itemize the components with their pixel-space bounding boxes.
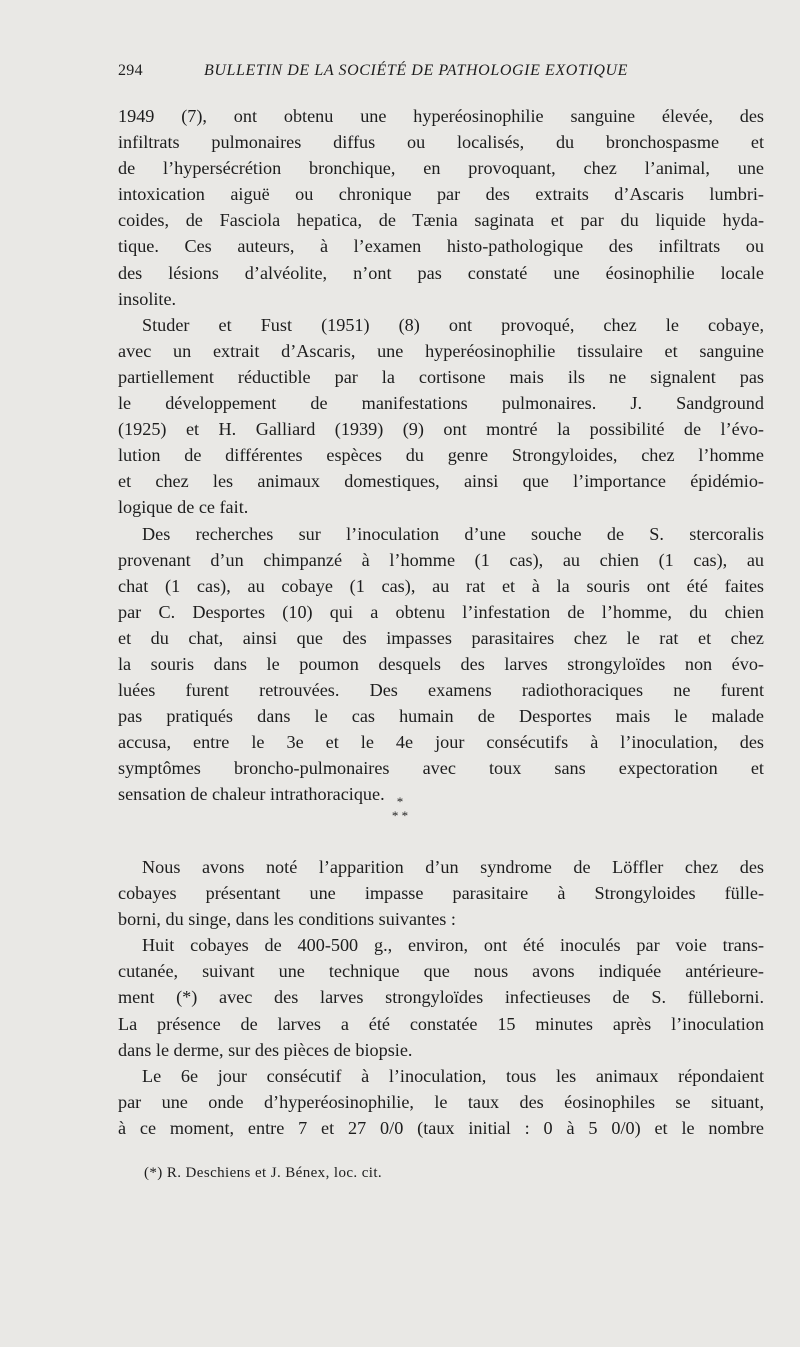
separator-star-top: * bbox=[396, 794, 404, 809]
text-line: Studer et Fust (1951) (8) ont provoqué, chez le cobaye, bbox=[142, 314, 764, 335]
paragraph-3 bbox=[118, 521, 764, 808]
text-line: borni, du singe, dans les conditions suivantes : bbox=[118, 909, 456, 930]
text-line: symptômes broncho-pulmonaires avec toux sans expectoration et bbox=[118, 758, 764, 779]
text-line: provenant d’un chimpanzé à l’homme (1 cas), au chien (1 cas), au bbox=[118, 549, 764, 570]
text-line: coides, de Fasciola hepatica, de Tænia saginata et par du liquide hyda- bbox=[118, 210, 764, 231]
text-line: sensation de chaleur intrathoracique. bbox=[118, 784, 385, 805]
text-line: Des recherches sur l’inoculation d’une souche de S. stercoralis bbox=[142, 523, 764, 544]
paragraph-4 bbox=[118, 854, 764, 932]
text-line: intoxication aiguë ou chronique par des extraits d’Ascaris lumbri- bbox=[118, 184, 764, 205]
text-line: lution de différentes espèces du genre Strongyloides, chez l’homme bbox=[118, 445, 764, 466]
paragraph-5 bbox=[118, 932, 764, 1062]
footnote: (*) R. Deschiens et J. Bénex, loc. cit. bbox=[144, 1165, 383, 1181]
text-line: à ce moment, entre 7 et 27 0/0 (taux initial : 0 à 5 0/0) et le nombre bbox=[118, 1117, 764, 1138]
text-line: infiltrats pulmonaires diffus ou localisés, du bronchospasme et bbox=[118, 132, 764, 153]
text-line: Huit cobayes de 400-500 g., environ, ont été inoculés par voie trans- bbox=[142, 935, 764, 956]
text-line: des lésions d’alvéolite, n’ont pas constaté une éosinophilie locale bbox=[118, 262, 764, 283]
text-line: pas pratiqués dans le cas humain de Desportes mais le malade bbox=[118, 706, 764, 727]
text-line: 1949 (7), ont obtenu une hyperéosinophilie sanguine élevée, des bbox=[118, 106, 764, 126]
text-line: de l’hypersécrétion bronchique, en provoquant, chez l’animal, une bbox=[118, 158, 764, 179]
paragraph-1 bbox=[118, 103, 764, 312]
paragraph-6 bbox=[118, 1063, 764, 1141]
text-line: tique. Ces auteurs, à l’examen histo-pathologique des infiltrats ou bbox=[118, 236, 764, 257]
text-line: cobayes présentant une impasse parasitaire à Strongyloides fülle- bbox=[118, 883, 764, 904]
paragraph-2 bbox=[118, 312, 764, 521]
text-line: et du chat, ainsi que des impasses parasitaires chez le rat et chez bbox=[118, 627, 764, 648]
text-line: dans le derme, sur des pièces de biopsie. bbox=[118, 1039, 413, 1060]
article-body-2 bbox=[118, 854, 764, 1141]
text-line: la souris dans le poumon desquels des larves strongyloïdes non évo- bbox=[118, 653, 764, 674]
text-line: (1925) et H. Galliard (1939) (9) ont montré la possibilité de l’évo- bbox=[118, 419, 764, 440]
text-line: Le 6e jour consécutif à l’inoculation, tous les animaux répondaient bbox=[142, 1065, 764, 1086]
text-line: le développement de manifestations pulmonaires. J. Sandground bbox=[118, 393, 764, 414]
text-line: insolite. bbox=[118, 288, 177, 309]
text-line: cutanée, suivant une technique que nous avons indiquée antérieure- bbox=[118, 961, 764, 982]
text-line: par une onde d’hyperéosinophilie, le taux des éosinophiles se situant, bbox=[118, 1091, 764, 1112]
text-line: accusa, entre le 3e et le 4e jour consécutifs à l’inoculation, des bbox=[118, 732, 764, 753]
text-line: La présence de larves a été constatée 15 minutes après l’inoculation bbox=[118, 1013, 764, 1034]
text-line: partiellement réductible par la cortisone mais ils ne signalent pas bbox=[118, 366, 764, 387]
text-line: ment (*) avec des larves strongyloïdes infectieuses de S. fülleborni. bbox=[118, 987, 764, 1008]
separator-stars-bottom: * * bbox=[391, 808, 409, 823]
text-line: chat (1 cas), au cobaye (1 cas), au rat et à la souris ont été faites bbox=[118, 575, 764, 596]
article-body bbox=[118, 103, 764, 808]
page-number: 294 bbox=[118, 62, 143, 79]
text-line: et chez les animaux domestiques, ainsi que l’importance épidémio- bbox=[118, 471, 764, 492]
text-line: Nous avons noté l’apparition d’un syndrome de Löffler chez des bbox=[142, 857, 764, 877]
text-line: luées furent retrouvées. Des examens radiothoraciques ne furent bbox=[118, 680, 764, 701]
text-line: par C. Desportes (10) qui a obtenu l’infestation de l’homme, du chien bbox=[118, 601, 764, 622]
section-separator bbox=[0, 795, 800, 823]
journal-title: BULLETIN DE LA SOCIÉTÉ DE PATHOLOGIE EXOTIQUE bbox=[204, 62, 629, 79]
text-line: logique de ce fait. bbox=[118, 497, 249, 518]
text-line: avec un extrait d’Ascaris, une hyperéosinophilie tissulaire et sanguine bbox=[118, 340, 764, 361]
